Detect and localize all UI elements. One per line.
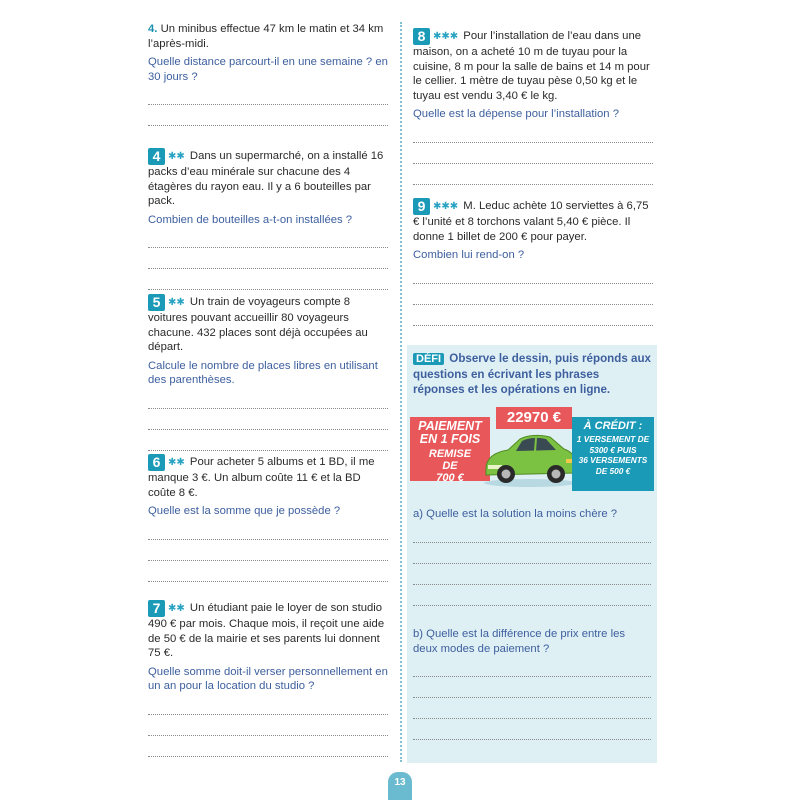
exercise-question: Calcule le nombre de places libres en utilisant des parenthèses.: [148, 359, 378, 387]
car-promo-illustration: [410, 407, 654, 497]
answer-line[interactable]: [148, 227, 388, 248]
answer-line[interactable]: [148, 519, 388, 540]
answer-line[interactable]: [413, 305, 653, 326]
difficulty-stars-icon: ✱✱: [168, 603, 185, 614]
answer-line[interactable]: [413, 543, 651, 564]
exercise-9: [413, 28, 653, 185]
answer-line[interactable]: [413, 677, 651, 698]
exercise-statement: 5 ✱✱ Un train de voyageurs compte 8 voitures pouvant accueillir 80 voyageurs chacune. 432 places sont déjà occupées au départ.: [148, 294, 368, 354]
defi-question-b: b) Quelle est la différence de prix entre les deux modes de paiement ?: [413, 628, 626, 655]
exercise-number: 4.: [148, 23, 158, 35]
defi-box: [407, 345, 657, 763]
exercise-6: [148, 294, 388, 451]
answer-line[interactable]: [148, 694, 388, 715]
exercise-question: Quelle est la dépense pour l’installation ?: [413, 108, 619, 121]
answer-line[interactable]: [413, 564, 651, 585]
answer-line[interactable]: [413, 122, 653, 143]
answer-line[interactable]: [148, 715, 388, 736]
answer-line[interactable]: [148, 269, 388, 290]
difficulty-stars-icon: ✱✱: [168, 457, 185, 468]
exercise-4: [148, 22, 388, 126]
exercise-5: [148, 148, 388, 290]
exercise-question: Combien de bouteilles a-t-on installées ?: [148, 213, 353, 226]
answer-line[interactable]: [413, 143, 653, 164]
exercise-statement: 9 ✱✱✱ M. Leduc achète 10 serviettes à 6,75 € l’unité et 8 torchons valant 5,40 € pièce. Il donne 1 billet de 200 € pour payer.: [413, 198, 649, 243]
exercise-statement: 7 ✱✱ Un étudiant paie le loyer de son studio 490 € par mois. Chaque mois, il reçoit une aide de 50 € de la mairie et ses parents lui donnent 75 €.: [148, 600, 385, 660]
answer-line[interactable]: [148, 84, 388, 105]
exercise-question: Combien lui rend-on ?: [413, 249, 525, 262]
difficulty-stars-icon: ✱✱: [168, 297, 185, 308]
exercise-statement: 6 ✱✱ Pour acheter 5 albums et 1 BD, il me manque 3 €. Un album coûte 11 € et la BD coûte 8 €.: [148, 454, 375, 499]
exercise-number-badge: 8: [413, 28, 430, 45]
answer-line[interactable]: [148, 540, 388, 561]
difficulty-stars-icon: ✱✱✱: [433, 31, 459, 42]
answer-line[interactable]: [413, 698, 651, 719]
car-icon: [480, 427, 580, 489]
exercise-question: Quelle distance parcourt-il en une semaine ? en 30 jours ?: [148, 56, 388, 83]
defi-question-b-block: [413, 627, 651, 740]
exercise-statement: 8 ✱✱✱ Pour l’installation de l’eau dans une maison, on a acheté 10 m de tuyau pour la cuisine, 8 m pour la salle de bains et 14 m pour le cellier. 1 mètre de tuyau pèse 0,50 kg et le tuyau est vendu 3,40 € le kg.: [413, 28, 650, 102]
answer-line[interactable]: [413, 263, 653, 284]
answer-line[interactable]: [148, 561, 388, 582]
answer-line[interactable]: [148, 736, 388, 757]
column-divider: [400, 22, 402, 762]
defi-instruction: DÉFI Observe le dessin, puis réponds aux questions en écrivant les phrases réponses et les opérations en ligne.: [413, 352, 651, 396]
answer-line[interactable]: [148, 388, 388, 409]
answer-line[interactable]: [148, 105, 388, 126]
answer-line[interactable]: [413, 585, 651, 606]
answer-line[interactable]: [413, 656, 651, 677]
exercise-8: [148, 600, 388, 757]
exercise-number-badge: 9: [413, 198, 430, 215]
exercise-statement: 4 ✱✱ Dans un supermarché, on a installé 16 packs d’eau minérale sur chacune des 4 étagères du rayon eau. Il y a 6 bouteilles par pack.: [148, 148, 384, 208]
page-number: 13: [388, 772, 412, 800]
defi-tag: DÉFI: [413, 353, 444, 365]
answer-line[interactable]: [413, 164, 653, 185]
exercise-number-badge: 6: [148, 454, 165, 471]
answer-line[interactable]: [148, 430, 388, 451]
exercise-question: Quelle somme doit-il verser personnellement en un an pour la location du studio ?: [148, 665, 388, 693]
defi-question-a: a) Quelle est la solution la moins chère ?: [413, 508, 618, 520]
exercise-10: [413, 198, 653, 326]
exercise-statement: 4. Un minibus effectue 47 km le matin et 34 km l’après-midi.: [148, 23, 384, 50]
car-price-tag: 22970 €: [496, 407, 572, 429]
answer-line[interactable]: [413, 719, 651, 740]
answer-line[interactable]: [413, 284, 653, 305]
exercise-number-badge: 4: [148, 148, 165, 165]
difficulty-stars-icon: ✱✱: [168, 151, 185, 162]
answer-line[interactable]: [148, 248, 388, 269]
credit-payment-panel: À CRÉDIT : 1 VERSEMENT DE 5300 € PUIS 36 VERSEMENTS DE 500 €: [572, 417, 654, 491]
defi-question-a-block: [413, 507, 651, 606]
difficulty-stars-icon: ✱✱✱: [433, 201, 459, 212]
exercise-7: [148, 454, 388, 582]
single-payment-panel: PAIEMENT EN 1 FOIS REMISE DE 700 €: [410, 417, 490, 481]
exercise-number-badge: 5: [148, 294, 165, 311]
answer-line[interactable]: [413, 522, 651, 543]
answer-line[interactable]: [148, 409, 388, 430]
exercise-question: Quelle est la somme que je possède ?: [148, 505, 341, 518]
exercise-number-badge: 7: [148, 600, 165, 617]
